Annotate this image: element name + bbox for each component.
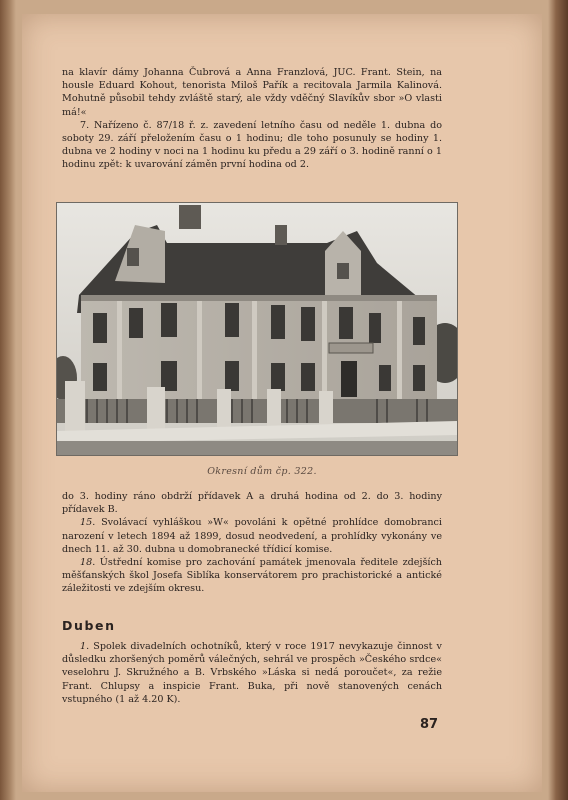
top-text-block (62, 66, 442, 172)
paragraph-item-7 (62, 119, 442, 172)
april-text-block (62, 640, 442, 706)
paragraph-item-15 (62, 516, 442, 556)
book-page (22, 14, 542, 792)
item-number: 1. (80, 641, 90, 652)
photo-caption: Okresní dům čp. 322. (207, 466, 317, 477)
middle-text-block (62, 490, 442, 596)
paragraph-april-item-1 (62, 640, 442, 706)
item-number: 7. (80, 119, 90, 131)
item-text: Spolek divadelních ochotníků, který v roce 1917 nevykazuje činnost v důsledku zhoršených poměrů válečných, sehrál ve prospěch »Českého srdce« veselohru J. Skružného a B. Vrbského »Láska si nedá poroučet«, za režie Frant. Chlupsy a inspicie Frant. Buka, při nově stanovených cenách vstupného (1 až 4.20 K). (62, 641, 442, 705)
section-heading-april: Duben (62, 618, 116, 633)
item-number: 18. (80, 557, 96, 569)
paragraph-continuation: do 3. hodiny ráno obdrží přídavek A a druhá hodina od 2. do 3. hodiny přídavek B. (62, 491, 442, 516)
item-text: Ústřední komise pro zachování památek jmenovala ředitele zdejších měšťanských škol Josefa Siblíka konservátorem pro prachistorické a antické záležitosti ve zdejším okresu. (62, 557, 442, 595)
page-number: 87 (420, 717, 439, 732)
item-text: Nařízeno č. 87/18 ř. z. zavedení letního času od neděle 1. dubna do soboty 29. září přeložením času o 1 hodinu; dle toho posunuly se hodiny 1. dubna ve 2 hodiny v noci na 1 hodinu ku předu a 29 září o 3. hodině ranní o 1 hodinu zpět: k uvarování záměn první hodina od 2. (62, 119, 442, 171)
item-number: 15. (80, 517, 96, 529)
item-text: Svolávací vyhláškou »W« povoláni k opětné prohlídce domobranci narození v letech 1894 až 1899, dosud neodvedení, a prohlídky vykonány ve dnech 11. až 30. dubna u domobranecké třídicí komise. (62, 517, 442, 555)
building-photo (56, 202, 458, 456)
paragraph-item-18 (62, 556, 442, 596)
paragraph-concert: na klavír dámy Johanna Čubrová a Anna Franzlová, JUC. Frant. Stein, na housle Eduard Kohout, tenorista Miloš Pařík a recitovala Jarmila Kalinová. Mohutně působil tehdy zvláště starý, ale vždy vděčný Slavíkův sbor »O vlasti má!« (62, 67, 442, 118)
